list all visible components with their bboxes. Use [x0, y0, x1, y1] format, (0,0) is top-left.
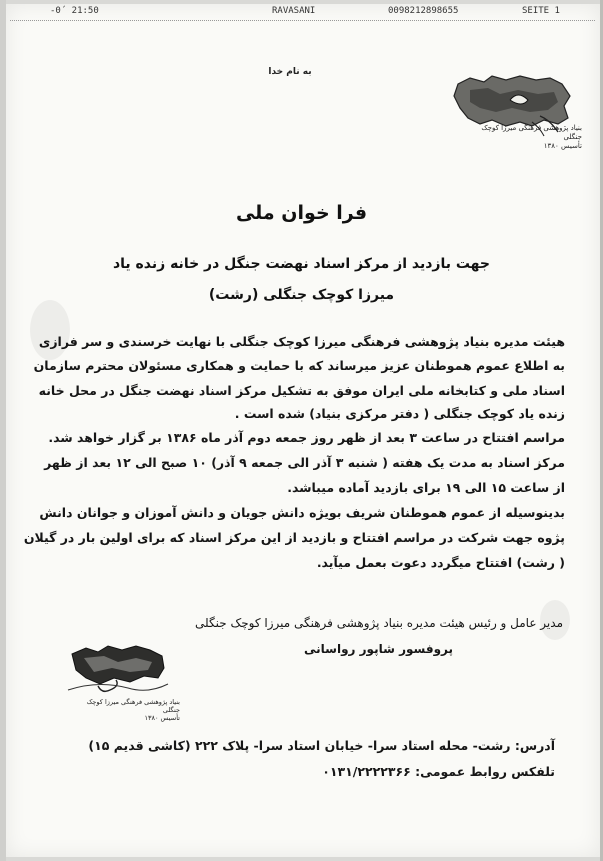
signatory-name: پروفسور شاپور رواسانی: [304, 642, 453, 656]
subtitle-line-2: میرزا کوچک جنگلی (رشت): [208, 287, 395, 303]
body-line: مراسم افتتاح در ساعت ۳ بعد از ظهر روز جمعه دوم آذر ماه ۱۳۸۶ بر گزار خواهد شد.: [48, 430, 565, 445]
body-line: ( رشت) افتتاح میگردد دعوت بعمل میآید.: [316, 555, 565, 570]
stamp-caption: بنیاد پژوهشی فرهنگی میرزا کوچک جنگلی تأسیس ۱۳۸۰: [86, 698, 180, 722]
telefax-line: تلفکس روابط عمومی: ۰۱۳۱/۲۲۲۲۳۶۶: [322, 764, 555, 779]
subtitle-line-1: جهت بازدید از مرکز اسناد نهضت جنگل در خانه زنده یاد: [112, 256, 491, 272]
document-title: فرا خوان ملی: [235, 202, 368, 224]
fax-page: SEITE 1: [522, 6, 560, 16]
body-line: پژوه جهت شرکت در مراسم افتتاح و بازدید از این مرکز اسناد که برای اولین بار در گیلان: [23, 530, 565, 545]
body-line: زنده یاد کوچک جنگلی ( دفتر مرکزی بنیاد) شده است .: [234, 406, 565, 421]
scan-smudge: [30, 300, 70, 360]
body-line: اسناد ملی و کتابخانه ملی ایران موفق به تشکیل مرکز اسناد نهضت جنگل در محل خانه: [38, 383, 565, 398]
signatory-role: مدیر عامل و رئیس هیئت مدیره بنیاد پژوهشی فرهنگی میرزا کوچک جنگلی: [195, 616, 563, 630]
body-line: بدینوسیله از عموم هموطنان شریف بویژه دانش جویان و دانش آموزان و جوانان دانش: [39, 505, 565, 520]
body-line: از ساعت ۱۵ الی ۱۹ برای بازدید آماده میباشد.: [287, 480, 565, 495]
logo-caption: بنیاد پژوهشی فرهنگی میرزا کوچک جنگلی تأسیس ۱۳۸۰: [481, 124, 582, 150]
fax-number: 0098212898655: [388, 6, 459, 16]
fax-sender: RAVASANI: [272, 6, 316, 16]
fax-time: -0´ 21:50: [50, 6, 99, 16]
body-line: هیئت مدیره بنیاد پژوهشی فرهنگی میرزا کوچک جنگلی با نهایت خرسندی و سر فرازی: [38, 334, 565, 349]
basmala: به نام خدا: [268, 67, 312, 77]
body-line: مرکز اسناد به مدت یک هفته ( شنبه ۳ آذر الی جمعه ۹ آذر) ۱۰ صبح الی ۱۲ بعد از ظهر: [44, 455, 565, 470]
fax-header: [10, 6, 595, 21]
address-line: آدرس: رشت- محله استاد سرا- خیابان استاد سرا- پلاک ۲۲۲ (کاشی قدیم ۱۵): [88, 738, 555, 753]
body-line: به اطلاع عموم هموطنان عزیز میرساند که با حمایت و همکاری مسئولان محترم سازمان: [33, 358, 565, 373]
